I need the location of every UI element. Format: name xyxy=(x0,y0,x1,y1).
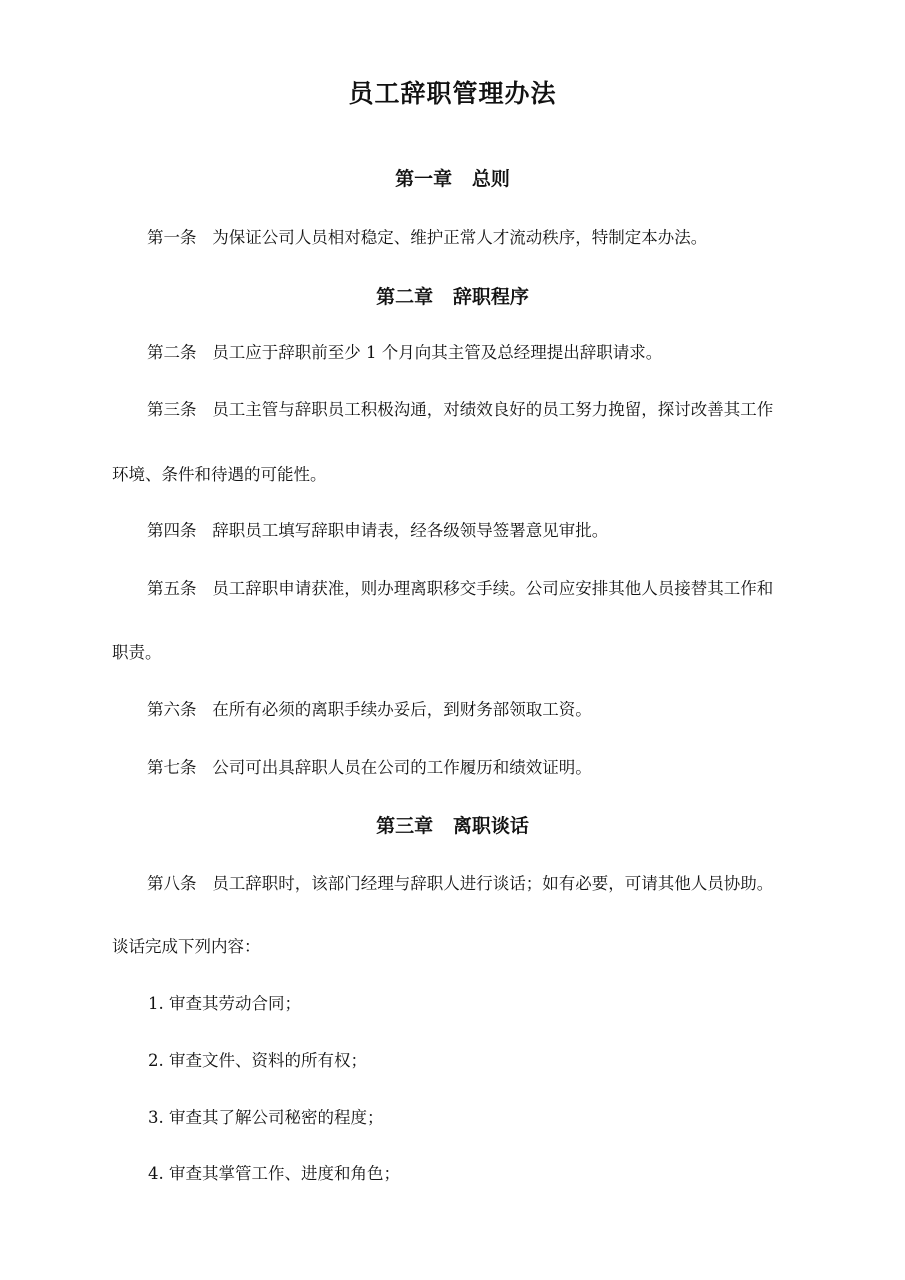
article-7: 第七条 公司可出具辞职人员在公司的工作履历和绩效证明。 xyxy=(147,758,592,777)
list-item-1: 1. 审查其劳动合同； xyxy=(148,994,301,1013)
article-8-line-1: 第八条 员工辞职时，该部门经理与辞职人进行谈话；如有必要，可请其他人员协助。 xyxy=(147,874,774,893)
article-8-line-2: 谈话完成下列内容： xyxy=(112,937,261,956)
list-item-4: 4. 审查其掌管工作、进度和角色； xyxy=(148,1164,400,1183)
article-2: 第二条 员工应于辞职前至少 1 个月向其主管及总经理提出辞职请求。 xyxy=(147,343,663,362)
article-5-line-1: 第五条 员工辞职申请获准，则办理离职移交手续。公司应安排其他人员接替其工作和 xyxy=(147,579,774,598)
article-4: 第四条 辞职员工填写辞职申请表，经各级领导签署意见审批。 xyxy=(147,521,609,540)
document-title: 员工辞职管理办法 xyxy=(348,79,557,108)
article-1: 第一条 为保证公司人员相对稳定、维护正常人才流动秩序，特制定本办法。 xyxy=(147,228,708,247)
article-3-line-1: 第三条 员工主管与辞职员工积极沟通，对绩效良好的员工努力挽留，探讨改善其工作 xyxy=(147,400,774,419)
chapter-heading-1: 第一章 总则 xyxy=(395,168,510,190)
article-6: 第六条 在所有必须的离职手续办妥后，到财务部领取工资。 xyxy=(147,700,592,719)
chapter-heading-2: 第二章 辞职程序 xyxy=(376,286,529,308)
list-item-3: 3. 审查其了解公司秘密的程度； xyxy=(148,1108,384,1127)
list-item-2: 2. 审查文件、资料的所有权； xyxy=(148,1051,367,1070)
article-5-line-2: 职责。 xyxy=(112,643,162,662)
chapter-heading-3: 第三章 离职谈话 xyxy=(376,815,529,837)
article-3-line-2: 环境、条件和待遇的可能性。 xyxy=(112,465,327,484)
